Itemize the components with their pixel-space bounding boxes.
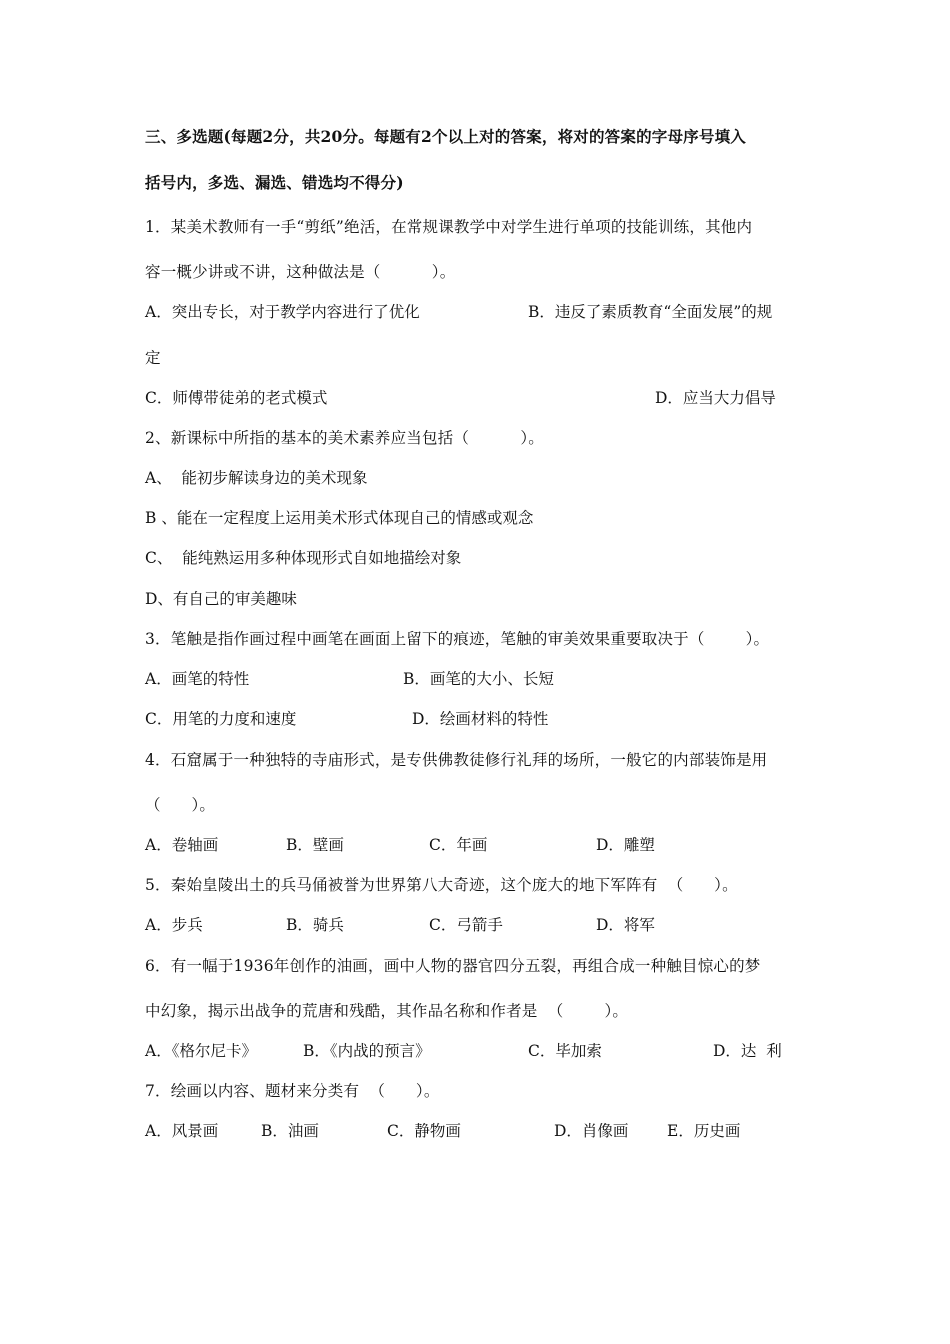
question-1-option-a: A．突出专长，对于教学内容进行了优化 <box>145 303 420 321</box>
question-4-option-a: A．卷轴画 <box>145 836 219 854</box>
question-3-option-c: C．用笔的力度和速度 <box>145 710 297 728</box>
section-title-line-2: 括号内，多选、漏选、错选均不得分) <box>145 173 404 192</box>
question-4-option-d: D．雕塑 <box>596 836 655 854</box>
question-2-option-c: C、 能纯熟运用多种体现形式自如地描绘对象 <box>145 549 462 567</box>
question-6-option-c: C．毕加索 <box>528 1042 602 1060</box>
question-6-stem-line-1: 6．有一幅于1936年创作的油画，画中人物的器官四分五裂，再组合成一种触目惊心的梦 <box>145 957 761 975</box>
question-4-option-b: B．壁画 <box>286 836 344 854</box>
question-3-stem: 3．笔触是指作画过程中画笔在画面上留下的痕迹，笔触的审美效果重要取决于（ ）。 <box>145 630 770 648</box>
question-7-option-b: B．油画 <box>261 1122 319 1140</box>
question-6-option-b: B．《内战的预言》 <box>303 1042 431 1060</box>
question-6-stem-line-2: 中幻象，揭示出战争的荒唐和残酷，其作品名称和作者是 （ ）。 <box>145 1002 629 1020</box>
question-5-stem: 5．秦始皇陵出土的兵马俑被誉为世界第八大奇迹，这个庞大的地下军阵有 （ ）。 <box>145 876 738 894</box>
question-3-option-a: A．画笔的特性 <box>145 670 250 688</box>
question-3-option-d: D．绘画材料的特性 <box>412 710 549 728</box>
question-5-option-b: B．骑兵 <box>286 916 344 934</box>
question-3-option-b: B．画笔的大小、长短 <box>403 670 554 688</box>
question-7-option-d: D．肖像画 <box>554 1122 629 1140</box>
question-2-option-d: D、有自己的审美趣味 <box>145 590 297 608</box>
question-7-option-a: A．风景画 <box>145 1122 219 1140</box>
question-2-option-b: B 、能在一定程度上运用美术形式体现自己的情感或观念 <box>145 509 534 527</box>
question-1-option-b-continued: 定 <box>145 349 161 367</box>
question-6-option-a: A．《格尔尼卡》 <box>145 1042 257 1060</box>
question-4-option-c: C．年画 <box>429 836 488 854</box>
question-2-option-a: A、 能初步解读身边的美术现象 <box>145 469 368 487</box>
question-5-option-c: C．弓箭手 <box>429 916 503 934</box>
question-1-option-b: B．违反了素质教育“全面发展”的规 <box>528 303 773 321</box>
question-2-stem: 2、新课标中所指的基本的美术素养应当包括（ ）。 <box>145 429 544 447</box>
question-1-stem-line-1: 1．某美术教师有一手“剪纸”绝活，在常规课教学中对学生进行单项的技能训练，其他内 <box>145 218 753 236</box>
question-7-option-e: E．历史画 <box>667 1122 741 1140</box>
question-1-option-c: C．师傅带徒弟的老式模式 <box>145 389 328 407</box>
question-7-option-c: C．静物画 <box>387 1122 461 1140</box>
question-1-option-d: D．应当大力倡导 <box>655 389 776 407</box>
question-5-option-a: A．步兵 <box>145 916 203 934</box>
question-4-stem-line-2: （ ）。 <box>145 796 216 814</box>
section-title-line-1: 三、多选题(每题2分，共20分。每题有2个以上对的答案，将对的答案的字母序号填入 <box>145 127 746 146</box>
question-5-option-d: D．将军 <box>596 916 655 934</box>
question-7-stem: 7．绘画以内容、题材来分类有 （ ）。 <box>145 1082 440 1100</box>
question-6-option-d: D．达 利 <box>713 1042 782 1060</box>
question-4-stem-line-1: 4．石窟属于一种独特的寺庙形式，是专供佛教徒修行礼拜的场所，一般它的内部装饰是用 <box>145 751 768 769</box>
question-1-stem-line-2: 容一概少讲或不讲，这种做法是（ ）。 <box>145 263 456 281</box>
